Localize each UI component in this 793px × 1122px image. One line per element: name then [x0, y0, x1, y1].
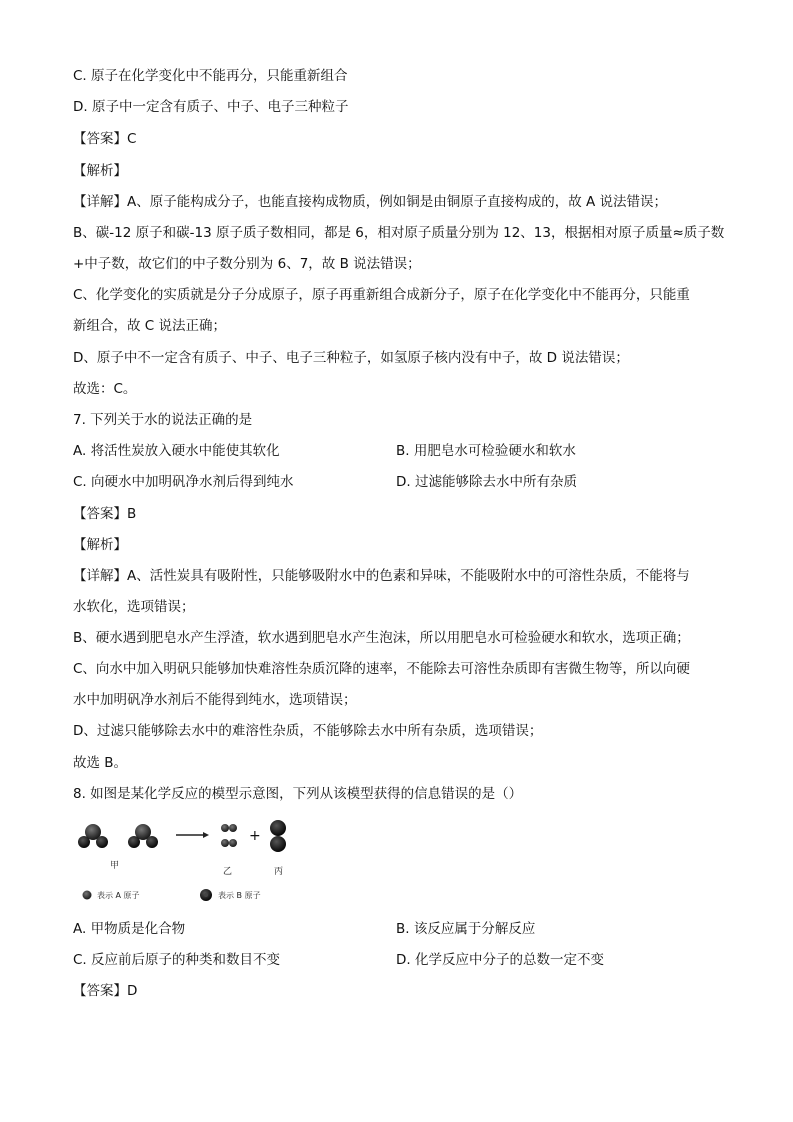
q7-detail-line: 【详解】A、活性炭具有吸附性，只能够吸附水中的色素和异味，不能吸附水中的可溶性杂质，不能将与 — [73, 568, 690, 584]
molecule-bing — [270, 820, 286, 852]
q6-detail-line: +中子数，故它们的中子数分别为 6、7，故 B 说法错误； — [73, 256, 421, 272]
q8-option-c: C. 反应前后原子的种类和数目不变 — [73, 952, 281, 968]
reaction-arrow — [176, 832, 209, 838]
legend-b-text: 表示 B 原子 — [218, 891, 261, 900]
q6-detail-line: C、化学变化的实质就是分子分成原子，原子再重新组合成新分子，原子在化学变化中不能再分，只能重 — [73, 287, 690, 303]
q6-answer: 【答案】C — [73, 131, 137, 147]
q6-detail-line: B、碳-12 原子和碳-13 原子质子数相同，都是 6，相对原子质量分别为 12、13，根据相对原子质量≈质子数 — [73, 225, 725, 241]
molecule-jia-2 — [128, 824, 158, 848]
q6-conclusion: 故选：C。 — [73, 381, 137, 397]
q6-detail-line: 新组合，故 C 说法正确； — [73, 318, 227, 334]
q7-stem: 7. 下列关于水的说法正确的是 — [73, 412, 253, 428]
legend-a-text: 表示 A 原子 — [97, 891, 140, 900]
q6-option-d: D. 原子中一定含有质子、中子、电子三种粒子 — [73, 99, 349, 115]
q7-detail-line: 水软化，选项错误； — [73, 599, 195, 615]
q7-option-d: D. 过滤能够除去水中所有杂质 — [396, 474, 577, 490]
q6-detail-line: 【详解】A、原子能构成分子，也能直接构成物质，例如铜是由铜原子直接构成的，故 A 说法错误； — [73, 194, 668, 210]
legend-b — [200, 889, 261, 901]
q7-detail-line: 水中加明矾净水剂后不能得到纯水，选项错误； — [73, 692, 357, 708]
q7-detail-line: B、硬水遇到肥皂水产生浮渣，软水遇到肥皂水产生泡沫，所以用肥皂水可检验硬水和软水，选项正确； — [73, 630, 690, 646]
q7-conclusion: 故选 B。 — [73, 755, 128, 771]
label-yi: 乙 — [223, 867, 233, 877]
q6-detail-line: D、原子中不一定含有质子、中子、电子三种粒子，如氢原子核内没有中子，故 D 说法错误； — [73, 350, 629, 366]
q8-answer: 【答案】D — [73, 983, 138, 999]
q8-option-d: D. 化学反应中分子的总数一定不变 — [396, 952, 604, 968]
q6-option-c: C. 原子在化学变化中不能再分，只能重新组合 — [73, 68, 348, 84]
q7-answer: 【答案】B — [73, 506, 137, 522]
q7-detail-line: D、过滤只能够除去水中的难溶性杂质，不能够除去水中所有杂质，选项错误； — [73, 723, 543, 739]
q7-option-b: B. 用肥皂水可检验硬水和软水 — [396, 443, 576, 459]
legend-a — [83, 890, 140, 900]
q7-detail-line: C、向水中加入明矾只能够加快难溶性杂质沉降的速率，不能除去可溶性杂质即有害微生物等，所以向硬 — [73, 661, 690, 677]
q7-analysis-label: 【解析】 — [73, 537, 127, 553]
reaction-model-diagram — [73, 818, 313, 910]
plus-sign: + — [249, 828, 261, 844]
label-jia: 甲 — [110, 861, 120, 871]
molecule-yi — [221, 824, 237, 847]
q6-analysis-label: 【解析】 — [73, 163, 127, 179]
q8-option-a: A. 甲物质是化合物 — [73, 921, 186, 937]
q8-option-b: B. 该反应属于分解反应 — [396, 921, 536, 937]
molecule-jia-1 — [78, 824, 108, 848]
label-bing: 丙 — [274, 867, 284, 877]
q8-stem: 8. 如图是某化学反应的模型示意图，下列从该模型获得的信息错误的是（） — [73, 786, 523, 802]
q7-option-c: C. 向硬水中加明矾净水剂后得到纯水 — [73, 474, 294, 490]
q7-option-a: A. 将活性炭放入硬水中能使其软化 — [73, 443, 280, 459]
